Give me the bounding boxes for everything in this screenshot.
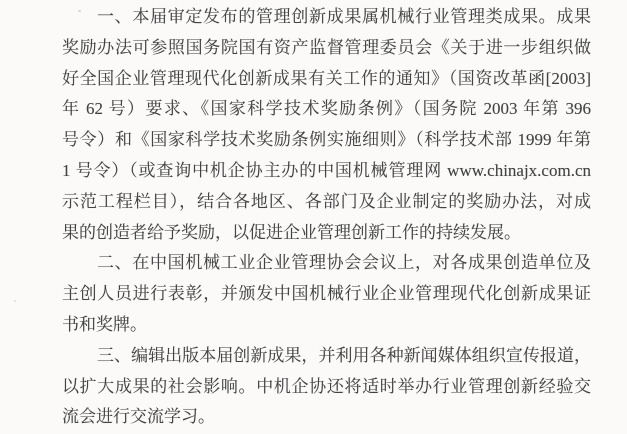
text-line-5: 号令）和《国家科学技术奖励条例实施细则》（科学技术部 1999 年第 <box>62 130 591 150</box>
text-line-2: 奖励办法可参照国务院国有资产监督管理委员会《关于进一步组织做 <box>62 37 591 57</box>
text-line-1: 一、本届审定发布的管理创新成果属机械行业管理类成果。成果 <box>97 7 591 26</box>
text-line-10: 主创人员进行表彰，并颁发中国机械行业企业管理现代化创新成果证 <box>62 284 591 304</box>
text-line-4: 年 62 号）要求、《国家科学技术奖励条例》（国务院 2003 年第 396 <box>62 99 591 119</box>
text-line-14: 流会进行交流学习。 <box>62 407 215 427</box>
text-line-11: 书和奖牌。 <box>62 314 147 334</box>
text-line-9: 二、在中国机械工业企业管理协会会议上，对各成果创造单位及 <box>97 253 591 273</box>
text-line-12: 三、编辑出版本届创新成果，并利用各种新闻媒体组织宣传报道， <box>97 345 591 365</box>
text-line-6: 1 号令）（或查询中机企协主办的中国机械管理网 www.chinajx.com.cn <box>62 160 591 180</box>
text-line-8: 果的创造者给予奖励，以促进企业管理创新工作的持续发展。 <box>62 222 521 242</box>
text-line-7: 示范工程栏目），结合各地区、各部门及企业制定的奖励办法，对成 <box>62 191 591 211</box>
text-line-3: 好全国企业管理现代化创新成果有关工作的通知》（国资改革函[2003] <box>62 68 591 88</box>
text-line-13: 以扩大成果的社会影响。中机企协还将适时举办行业管理创新经验交 <box>62 376 591 396</box>
